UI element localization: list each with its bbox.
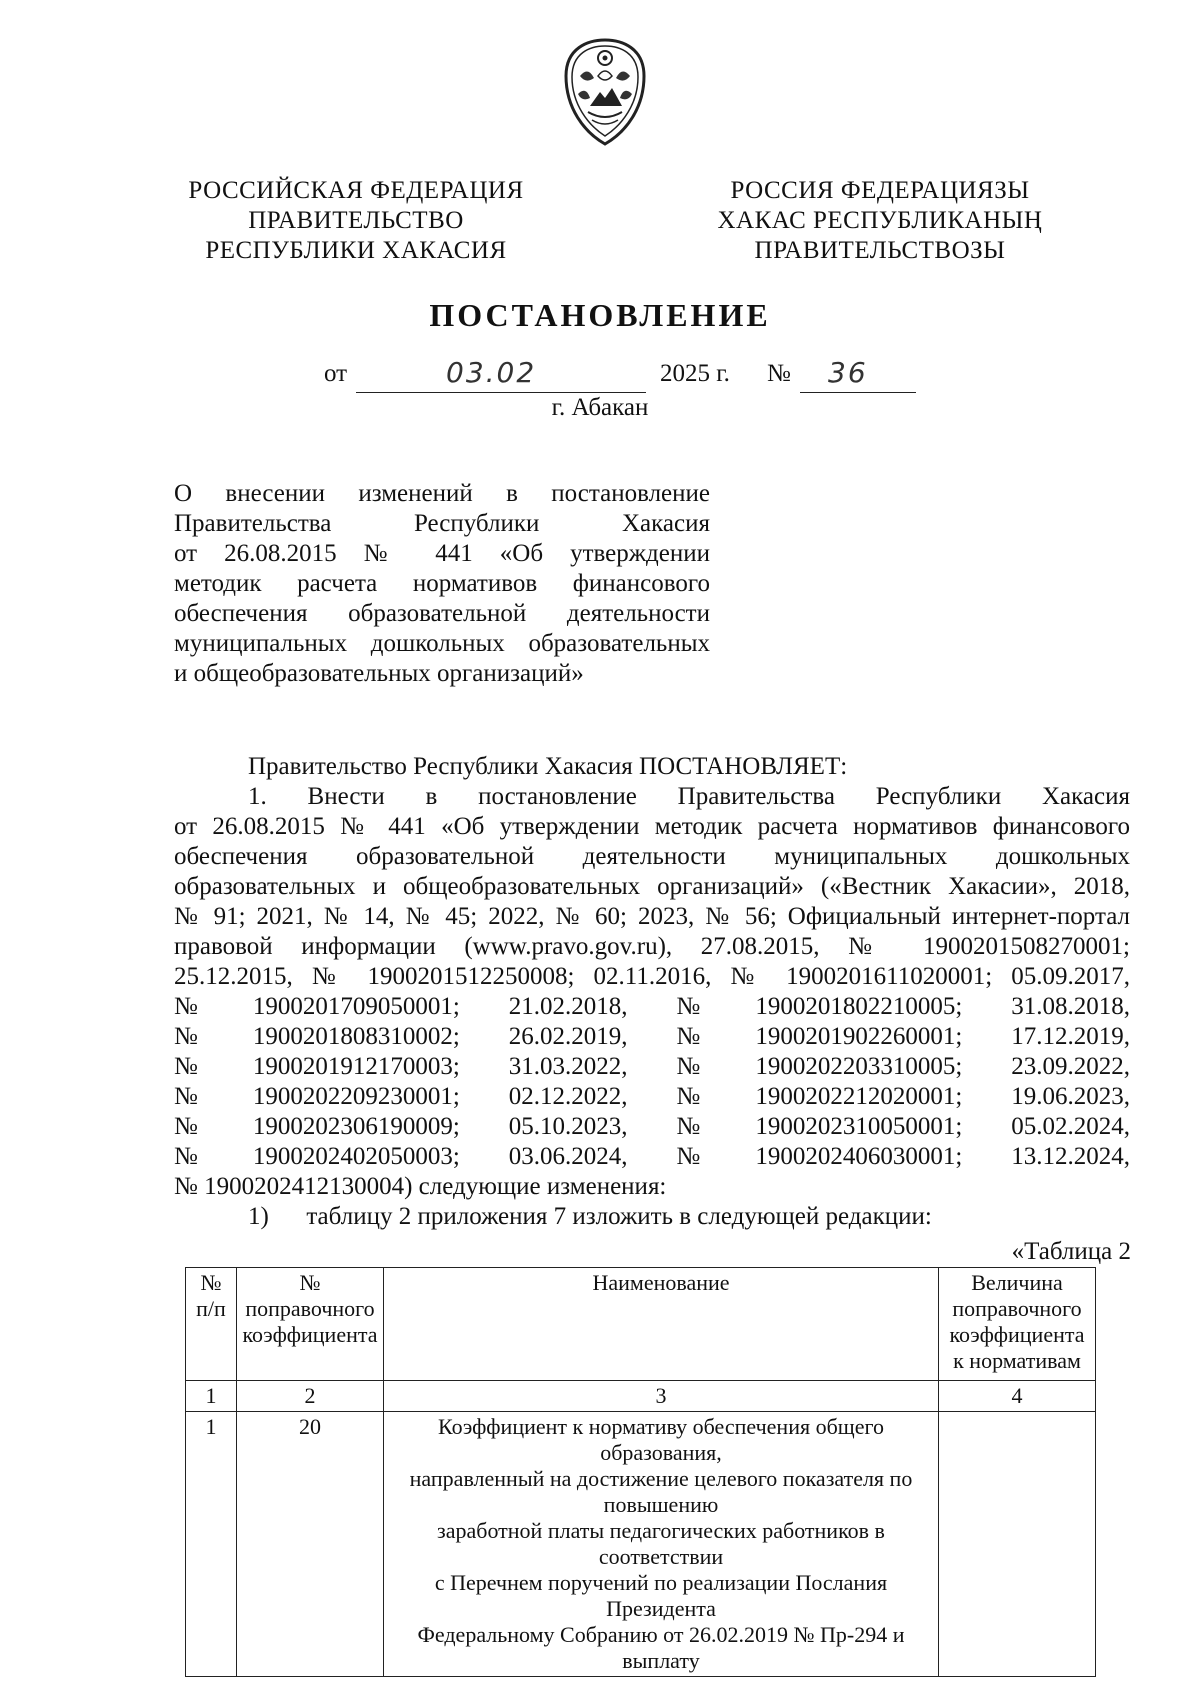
registry-date: 21.02.2018, xyxy=(508,993,628,1020)
header-left-line: РОССИЙСКАЯ ФЕДЕРАЦИЯ xyxy=(188,177,524,204)
subject-line: муниципальных дошкольных образовательных xyxy=(174,630,710,657)
registry-row xyxy=(174,1082,1130,1112)
name-line: направленный на достижение целевого показателя по повышению xyxy=(409,1466,913,1517)
item-line: 25.12.2015, № 1900201512250008; 02.11.2016, № 1900201611020001; 05.09.2017, xyxy=(174,963,1130,990)
number-underline xyxy=(800,392,916,393)
header-right-line: РОССИЯ ФЕДЕРАЦИЯЗЫ xyxy=(730,177,1030,204)
handwritten-date: 03.02 xyxy=(446,356,537,389)
header-left-block xyxy=(176,176,536,266)
subject-line: от 26.08.2015 № 441 «Об утверждении xyxy=(174,540,710,567)
date-from-label: от xyxy=(324,360,348,387)
registry-number: 1900202203310005; xyxy=(755,1053,963,1080)
header-right-line: ПРАВИТЕЛЬСТВОЗЫ xyxy=(754,237,1006,264)
date-year: 2025 г. xyxy=(660,360,730,387)
header-right-block xyxy=(700,176,1060,266)
registry-date: 13.12.2024, xyxy=(1011,1143,1130,1170)
coat-of-arms-emblem xyxy=(560,36,650,148)
header-cell: № п/п xyxy=(186,1268,237,1381)
registry-number: 1900202212020001; xyxy=(755,1083,963,1110)
registry-number: 1900202306190009; xyxy=(252,1113,460,1140)
name-cell xyxy=(384,1412,939,1677)
number-sign: № xyxy=(174,1083,198,1110)
number-sign: № xyxy=(174,993,198,1020)
registry-date: 17.12.2019, xyxy=(1011,1023,1130,1050)
handwritten-number: 36 xyxy=(828,356,868,389)
subject-line: О внесении изменений в постановление xyxy=(174,480,710,507)
item-line: от 26.08.2015 № 441 «Об утверждении методик расчета нормативов финансового xyxy=(174,813,1130,840)
registry-date: 31.03.2022, xyxy=(508,1053,628,1080)
number-sign: № xyxy=(676,1143,701,1170)
registry-number: 1900201912170003; xyxy=(252,1053,460,1080)
registry-number: 1900202209230001; xyxy=(252,1083,460,1110)
name-line: с Перечнем поручений по реализации Послания Президента xyxy=(434,1570,888,1621)
name-line: заработной платы педагогических работников в соответствии xyxy=(437,1518,885,1569)
number-sign: № xyxy=(676,1023,701,1050)
index-cell: 4 xyxy=(939,1381,1096,1412)
item-line: 1. Внести в постановление Правительства Республики Хакасия xyxy=(248,783,1130,810)
header-cell: № поправочного коэффициента xyxy=(237,1268,384,1381)
header-right-line: ХАКАС РЕСПУБЛИКАНЫҢ xyxy=(717,207,1043,234)
number-sign: № xyxy=(174,1143,198,1170)
registry-number: 1900201802210005; xyxy=(755,993,963,1020)
name-line: Федеральному Собранию от 26.02.2019 № Пр-294 и выплату xyxy=(417,1622,905,1673)
row-number-cell: 1 xyxy=(186,1412,237,1677)
index-cell: 3 xyxy=(384,1381,939,1412)
number-sign: № xyxy=(676,993,701,1020)
item-line: обеспечения образовательной деятельности муниципальных дошкольных xyxy=(174,843,1130,870)
subitem-line: 1) таблицу 2 приложения 7 изложить в следующей редакции: xyxy=(248,1203,932,1230)
number-sign: № xyxy=(676,1113,701,1140)
index-cell: 2 xyxy=(237,1381,384,1412)
coefficients-table xyxy=(185,1267,1096,1677)
subject-line: и общеобразовательных организаций» xyxy=(174,660,584,687)
item-line: образовательных и общеобразовательных организаций» («Вестник Хакасии», 2018, xyxy=(174,873,1130,900)
registry-date: 02.12.2022, xyxy=(508,1083,628,1110)
registry-date: 05.10.2023, xyxy=(508,1113,628,1140)
number-sign: № xyxy=(174,1113,198,1140)
subject-line: Правительства Республики Хакасия xyxy=(174,510,710,537)
subject-line: обеспечения образовательной деятельности xyxy=(174,600,710,627)
header-left-line: ПРАВИТЕЛЬСТВО xyxy=(248,207,464,234)
registry-row xyxy=(174,1112,1130,1142)
registry-date: 05.02.2024, xyxy=(1011,1113,1130,1140)
table-index-row xyxy=(186,1381,1096,1412)
document-title: ПОСТАНОВЛЕНИЕ xyxy=(429,297,771,333)
number-sign: № xyxy=(676,1053,701,1080)
city-name: г. Абакан xyxy=(551,394,649,421)
registry-date: 26.02.2019, xyxy=(508,1023,628,1050)
table-header-row xyxy=(186,1268,1096,1381)
item-1-paragraph xyxy=(174,782,1130,1232)
number-sign: № xyxy=(174,1053,198,1080)
index-cell: 1 xyxy=(186,1381,237,1412)
header-left-line: РЕСПУБЛИКИ ХАКАСИЯ xyxy=(205,237,507,264)
registry-date: 03.06.2024, xyxy=(508,1143,628,1170)
registry-number: 1900201902260001; xyxy=(755,1023,963,1050)
closing-line: № 1900202412130004) следующие изменения: xyxy=(174,1173,667,1200)
subject-line: методик расчета нормативов финансового xyxy=(174,570,710,597)
name-line: Коэффициент к нормативу обеспечения общего образования, xyxy=(438,1414,884,1465)
header-cell: Величина поправочного коэффициента к нормативам xyxy=(939,1268,1096,1381)
registry-date: 31.08.2018, xyxy=(1011,993,1130,1020)
registry-number: 1900201808310002; xyxy=(252,1023,460,1050)
table-row xyxy=(186,1412,1096,1677)
registry-row xyxy=(174,1142,1130,1172)
registry-row xyxy=(174,1052,1130,1082)
value-cell xyxy=(939,1412,1096,1677)
registry-number: 1900202310050001; xyxy=(755,1113,963,1140)
registry-number: 1900202402050003; xyxy=(252,1143,460,1170)
header-cell: Наименование xyxy=(384,1268,939,1381)
item-line: правовой информации (www.pravo.gov.ru), 27.08.2015, № 1900201508270001; xyxy=(174,933,1130,960)
registry-number: 1900202406030001; xyxy=(755,1143,963,1170)
number-label: № xyxy=(767,360,791,387)
registry-row xyxy=(174,1022,1130,1052)
item-line: № 91; 2021, № 14, № 45; 2022, № 60; 2023, № 56; Официальный интернет-портал xyxy=(174,903,1130,930)
subject-block xyxy=(174,479,710,689)
number-sign: № xyxy=(174,1023,198,1050)
coefficient-number-cell: 20 xyxy=(237,1412,384,1677)
date-underline xyxy=(356,392,646,393)
registry-number: 1900201709050001; xyxy=(252,993,460,1020)
registry-row xyxy=(174,992,1130,1022)
decree-line: Правительство Республики Хакасия ПОСТАНОВЛЯЕТ: xyxy=(248,753,848,780)
number-sign: № xyxy=(676,1083,701,1110)
registry-date: 19.06.2023, xyxy=(1011,1083,1130,1110)
registry-date: 23.09.2022, xyxy=(1011,1053,1130,1080)
table-caption: «Таблица 2 xyxy=(1011,1238,1131,1265)
